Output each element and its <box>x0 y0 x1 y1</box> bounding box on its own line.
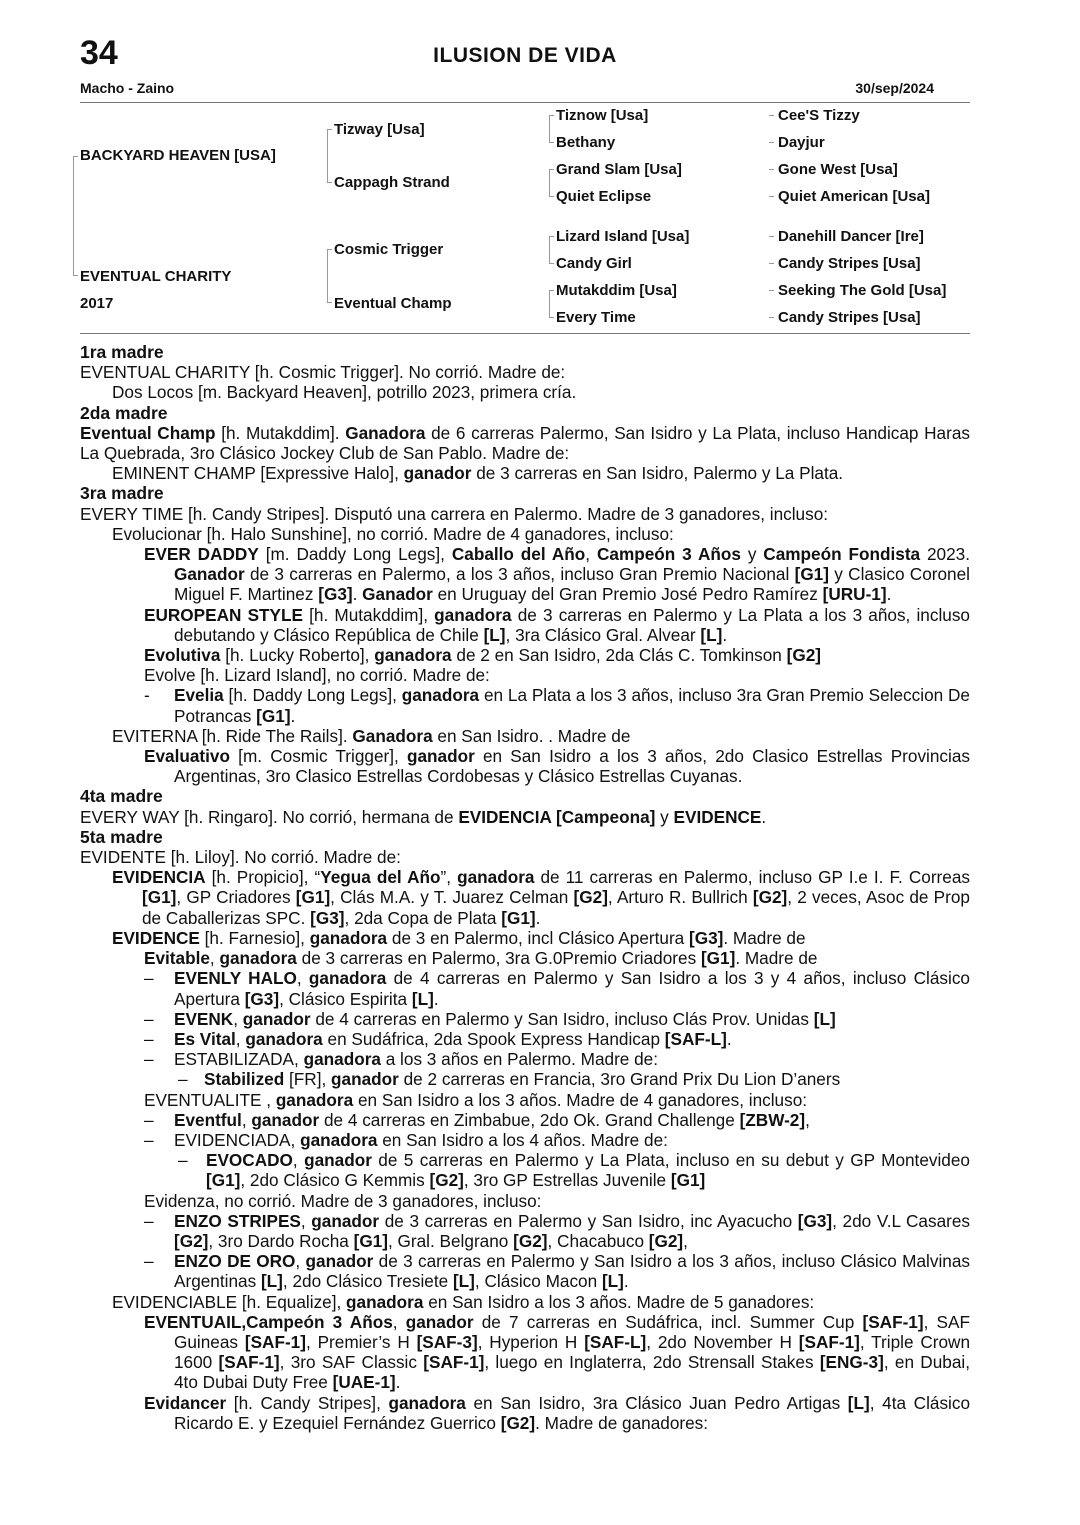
bracket-line <box>769 142 774 143</box>
section-heading-2da-madre: 2da madre <box>80 402 168 423</box>
bracket-line <box>769 290 774 291</box>
bracket-line <box>327 249 332 250</box>
pedigree-gen4-7: Seeking The Gold [Usa] <box>778 282 947 299</box>
sale-date: 30/sep/2024 <box>855 80 934 96</box>
bracket-line <box>769 236 774 237</box>
bracket-line <box>549 290 550 317</box>
produce-record <box>80 342 970 1433</box>
list-item: – Stabilized [FR], ganador de 2 carreras en Francia, 3ro Grand Prix Du Lion D’aners <box>178 1069 841 1090</box>
pedigree-sire: BACKYARD HEAVEN [USA] <box>80 147 276 164</box>
bracket-line <box>549 169 554 170</box>
list-item: – ENZO DE ORO, ganador de 3 carreras en Palermo y San Isidro a los 3 años, incluso Clásico Malvinas Argentinas [L], 2do Clásico Tresiete [L], Clásico Macon [L]. <box>144 1251 970 1292</box>
pedigree-gen2-4: Eventual Champ <box>334 295 452 312</box>
bracket-line <box>549 169 550 196</box>
list-item: – ESTABILIZADA, ganadora a los 3 años en Palermo. Madre de: <box>144 1049 659 1070</box>
list-item: – EVOCADO, ganador de 5 carreras en Palermo y La Plata, incluso en su debut y GP Montevideo [G1], 2do Clásico G Kemmis [G2], 3ro GP Estrellas Juvenile [G1] <box>178 1150 970 1191</box>
paragraph: EVIDENTE [h. Liloy]. No corrió. Madre de: <box>80 847 401 868</box>
lot-number: 34 <box>80 34 118 72</box>
list-item: – EVENK, ganador de 4 carreras en Palermo y San Isidro, incluso Clás Prov. Unidas [L] <box>144 1008 836 1029</box>
paragraph: Evaluativo [m. Cosmic Trigger], ganador en San Isidro a los 3 años, 2do Clasico Estrellas Provincias Argentinas, 3ro Clasico Estrellas Cordobesas y Clásico Estrellas Cuyanas. <box>144 746 970 787</box>
sex-color: Macho - Zaino <box>80 80 175 96</box>
horse-name: ILUSION DE VIDA <box>433 44 617 67</box>
pedigree-gen4-3: Gone West [Usa] <box>778 161 898 178</box>
list-item: – ENZO STRIPES, ganador de 3 carreras en Palermo y San Isidro, inc Ayacucho [G3], 2do V.L Casares [G2], 3ro Dardo Rocha [G1], Gral. Belgrano [G2], Chacabuco [G2], <box>144 1210 971 1251</box>
bracket-line <box>549 236 550 263</box>
top-rule <box>80 102 970 103</box>
paragraph: EVENTUALITE , ganadora en San Isidro a los 3 años. Madre de 4 ganadores, incluso: <box>144 1089 808 1110</box>
paragraph: Dos Locos [m. Backyard Heaven], potrillo 2023, primera cría. <box>112 382 577 403</box>
bracket-line <box>549 115 554 116</box>
pedigree-gen4-5: Danehill Dancer [Ire] <box>778 228 924 245</box>
list-item: – Eventful, ganador de 4 carreras en Zimbabue, 2do Ok. Grand Challenge [ZBW-2], <box>144 1109 810 1130</box>
paragraph: EVITERNA [h. Ride The Rails]. Ganadora en San Isidro. . Madre de <box>112 725 631 746</box>
paragraph: Evidenza, no corrió. Madre de 3 ganadores, incluso: <box>144 1190 542 1211</box>
pedigree-gen4-1: Cee'S Tizzy <box>778 107 860 124</box>
paragraph: EVERY TIME [h. Candy Stripes]. Disputó una carrera en Palermo. Madre de 3 ganadores, incluso: <box>80 503 829 524</box>
pedigree-gen3-1: Tiznow [Usa] <box>556 107 649 124</box>
bracket-line <box>769 263 774 264</box>
bracket-line <box>549 196 554 197</box>
paragraph: EVENTUAIL,Campeón 3 Años, ganador de 7 carreras en Sudáfrica, incl. Summer Cup [SAF-1], SAF Guineas [SAF-1], Premier’s H [SAF-3], Hyperion H [SAF-L], 2do November H [SAF-1], Triple Crown 1600 [SAF-1], 3ro SAF Classic [SAF-1], luego en Inglaterra, 2do Strensall Stakes [ENG-3], en Dubai, 4to Dubai Duty Free [UAE-1]. <box>144 1311 971 1393</box>
pedigree-gen3-3: Grand Slam [Usa] <box>556 161 682 178</box>
pedigree-gen3-8: Every Time <box>556 309 636 326</box>
bracket-line <box>769 317 774 318</box>
paragraph: Evolucionar [h. Halo Sunshine], no corrió. Madre de 4 ganadores, incluso: <box>112 523 674 544</box>
section-heading-5ta-madre: 5ta madre <box>80 826 163 847</box>
pedigree-gen2-2: Cappagh Strand <box>334 174 450 191</box>
paragraph: Evidancer [h. Candy Stripes], ganadora en San Isidro, 3ra Clásico Juan Pedro Artigas [L], 4ta Clásico Ricardo E. y Ezequiel Fernández Guerrico [G2]. Madre de ganadores: <box>144 1392 971 1433</box>
bracket-line <box>73 275 78 276</box>
bracket-line <box>549 290 554 291</box>
paragraph: EVIDENCIABLE [h. Equalize], ganadora en San Isidro a los 3 años. Madre de 5 ganadores: <box>112 1291 815 1312</box>
bracket-line <box>769 196 774 197</box>
paragraph: EVIDENCIA [h. Propicio], “Yegua del Año”, ganadora de 11 carreras en Palermo, incluso GP I.e I. F. Correas [G1], GP Criadores [G1], Clás M.A. y T. Juarez Celman [G2], Arturo R. Bullrich [G2], 2 veces, Asoc de Prop de Caballerizas SPC. [G3], 2da Copa de Plata [G1]. <box>112 867 970 928</box>
pedigree-dam-year: 2017 <box>80 295 114 312</box>
pedigree-gen3-2: Bethany <box>556 134 616 151</box>
bracket-line <box>327 182 332 183</box>
pedigree-dam: EVENTUAL CHARITY <box>80 268 232 285</box>
bracket-line <box>327 129 332 130</box>
bracket-line <box>327 249 328 303</box>
pedigree-bottom-rule <box>80 333 970 334</box>
section-heading-1ra-madre: 1ra madre <box>80 342 164 362</box>
bracket-line <box>769 169 774 170</box>
pedigree-gen2-3: Cosmic Trigger <box>334 241 444 258</box>
bracket-line <box>549 236 554 237</box>
pedigree-gen2-1: Tizway [Usa] <box>334 121 425 138</box>
paragraph: EMINENT CHAMP [Expressive Halo], ganador de 3 carreras en San Isidro, Palermo y La Plata. <box>112 463 844 484</box>
list-item: – Es Vital, ganadora en Sudáfrica, 2da Spook Express Handicap [SAF-L]. <box>144 1028 732 1049</box>
pedigree-gen4-2: Dayjur <box>778 134 825 151</box>
section-heading-4ta-madre: 4ta madre <box>80 786 163 807</box>
bracket-line <box>327 302 332 303</box>
bracket-line <box>769 115 774 116</box>
paragraph: EVIDENCE [h. Farnesio], ganadora de 3 en Palermo, incl Clásico Apertura [G3]. Madre de <box>112 927 806 948</box>
pedigree-gen4-8: Candy Stripes [Usa] <box>778 309 921 326</box>
paragraph: EVERY WAY [h. Ringaro]. No corrió, hermana de EVIDENCIA [Campeona] y EVIDENCE. <box>80 806 767 827</box>
paragraph: Eventual Champ [h. Mutakddim]. Ganadora de 6 carreras Palermo, San Isidro y La Plata, incluso Handicap Haras La Quebrada, 3ro Clásico Jockey Club de San Pablo. Madre de: <box>80 422 970 464</box>
bracket-line <box>73 156 74 276</box>
bracket-line <box>73 156 78 157</box>
bracket-line <box>549 263 554 264</box>
pedigree-gen3-7: Mutakddim [Usa] <box>556 282 677 299</box>
paragraph: EVER DADDY [m. Daddy Long Legs], Caballo del Año, Campeón 3 Años y Campeón Fondista 2023. Ganador de 3 carreras en Palermo, a los 3 años, incluso Gran Premio Nacional [G1] y Clasico Coronel Miguel F. Martinez [G3]. Ganador en Uruguay del Gran Premio José Pedro Ramírez [URU-1]. EUROPEAN STYLE [h. Mutakddim], ganadora de 3 carreras en Palermo y La Plata a los 3 años, incluso debutando y Clásico República de Chile [L], 3ra Clásico Gral. Alvear [L]. Evolutiva [h. Lucky Roberto], ganadora de 2 en San Isidro, 2da Clás C. Tomkinson [G2] Evolve [h. Lizard Island], no corrió. Madre de: - Evelia [h. Daddy Long Legs], ganadora en La Plata a los 3 años, incluso 3ra Gran Premio Seleccion De Potrancas [G1]. <box>144 544 971 726</box>
pedigree-gen3-4: Quiet Eclipse <box>556 188 652 205</box>
section-heading-3ra-madre: 3ra madre <box>80 483 164 504</box>
bracket-line <box>549 142 554 143</box>
pedigree-gen3-6: Candy Girl <box>556 255 632 272</box>
paragraph: EVENTUAL CHARITY [h. Cosmic Trigger]. No corrió. Madre de: <box>80 362 566 383</box>
bracket-line <box>327 129 328 183</box>
pedigree-gen4-4: Quiet American [Usa] <box>778 188 930 205</box>
bracket-line <box>549 317 554 318</box>
list-item: – EVIDENCIADA, ganadora en San Isidro a los 4 años. Madre de: <box>144 1129 668 1150</box>
pedigree-gen4-6: Candy Stripes [Usa] <box>778 255 921 272</box>
paragraph: Evitable, ganadora de 3 carreras en Palermo, 3ra G.0Premio Criadores [G1]. Madre de <box>144 948 818 969</box>
list-item: – EVENLY HALO, ganadora de 4 carreras en Palermo y San Isidro a los 3 y 4 años, incluso Clásico Apertura [G3], Clásico Espirita [L]. <box>144 968 970 1009</box>
bracket-line <box>549 115 550 142</box>
pedigree-gen3-5: Lizard Island [Usa] <box>556 228 690 245</box>
